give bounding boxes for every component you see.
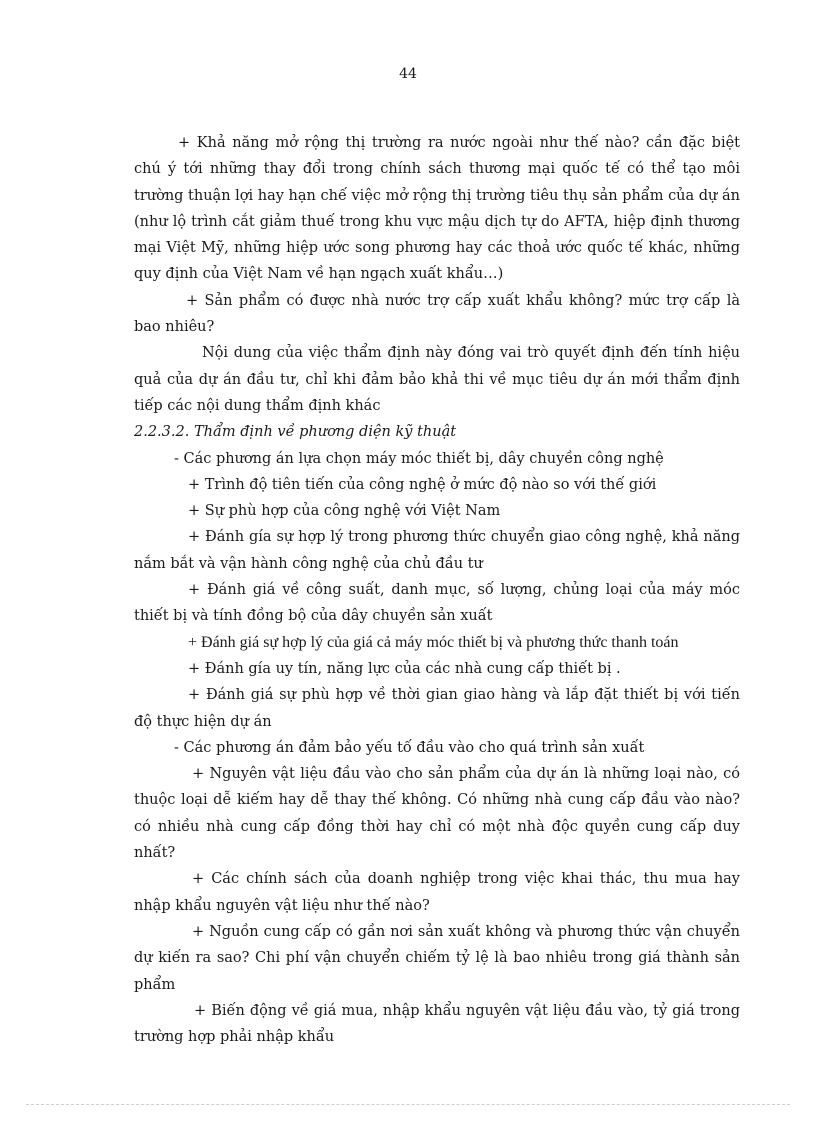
list-item-tech-level: + Trình độ tiên tiến của công nghệ ở mức độ nào so với thế giới bbox=[188, 476, 657, 493]
page-bottom-border bbox=[26, 1104, 790, 1105]
paragraph-appraisal-role: Nội dung của việc thẩm định này đóng vai trò quyết định đến tính hiệu quả của dự án đầu tư, chỉ khi đảm bảo khả thi về mục tiêu dự án mới thẩm định tiếp các nội dung thẩm định khác bbox=[134, 345, 740, 414]
list-item-supply-source: + Nguồn cung cấp có gần nơi sản xuất không và phương thức vận chuyển dự kiến ra sao? Chi phí vận chuyển chiếm tỷ lệ là bao nhiêu trong giá thành sản phẩm bbox=[134, 923, 740, 993]
list-item-price: + Đánh giá sự hợp lý của giá cả máy móc thiết bị và phương thức thanh toán bbox=[188, 633, 679, 651]
list-item-price-fluctuation: + Biến động về giá mua, nhập khẩu nguyên vật liệu đầu vào, tỷ giá trong trường hợp phải nhập khẩu bbox=[134, 1002, 740, 1046]
paragraph-export-market: + Khả năng mở rộng thị trường ra nước ngoài như thế nào? cần đặc biệt chú ý tới những thay đổi trong chính sách thương mại quốc tế có thể tạo môi trường thuận lợi hay hạn chế việc mở rộng thị trường tiêu thụ sản phẩm của dự án (như lộ trình cắt giảm thuế trong khu vực mậu dịch tự do AFTA, hiệp định thương mại Việt Mỹ, những hiệp ước song phương hay các thoả ước quốc tế khác, những quy định của Việt Nam về hạn ngạch xuất khẩu…) bbox=[134, 135, 740, 283]
section-heading-technical: 2.2.3.2. Thẩm định về phương diện kỹ thuật bbox=[134, 424, 457, 441]
document-body bbox=[134, 130, 740, 1050]
list-item-raw-materials: + Nguyên vật liệu đầu vào cho sản phẩm của dự án là những loại nào, có thuộc loại dễ kiếm hay dễ thay thế không. Có những nhà cung cấp đầu vào nào? có nhiều nhà cung cấp đồng thời hay chỉ có một nhà độc quyền cung cấp duy nhất? bbox=[134, 766, 740, 862]
list-item-tech-transfer: + Đánh gía sự hợp lý trong phương thức chuyển giao công nghệ, khả năng nắm bắt và vận hành công nghệ của chủ đầu tư bbox=[134, 529, 740, 572]
list-item-technology-options: - Các phương án lựa chọn máy móc thiết bị, dây chuyền công nghệ bbox=[174, 450, 664, 467]
list-item-tech-suitability: + Sự phù hợp của công nghệ với Việt Nam bbox=[188, 503, 501, 520]
list-item-capacity: + Đánh giá về công suất, danh mục, số lượng, chủng loại của máy móc thiết bị và tính đồng bộ của dây chuyền sản xuất bbox=[134, 582, 740, 625]
list-item-input-options: - Các phương án đảm bảo yếu tố đầu vào cho quá trình sản xuất bbox=[174, 739, 645, 756]
page-number: 44 bbox=[399, 66, 417, 82]
list-item-procurement-policy: + Các chính sách của doanh nghiệp trong việc khai thác, thu mua hay nhập khẩu nguyên vật liệu như thế nào? bbox=[134, 871, 740, 914]
list-item-supplier-reputation: + Đánh gía uy tín, năng lực của các nhà cung cấp thiết bị . bbox=[188, 660, 621, 677]
paragraph-export-subsidy: + Sản phẩm có được nhà nước trợ cấp xuất khẩu không? mức trợ cấp là bao nhiêu? bbox=[134, 292, 740, 336]
list-item-delivery-time: + Đánh giá sự phù hợp về thời gian giao hàng và lắp đặt thiết bị với tiến độ thực hiện dự án bbox=[134, 687, 740, 730]
